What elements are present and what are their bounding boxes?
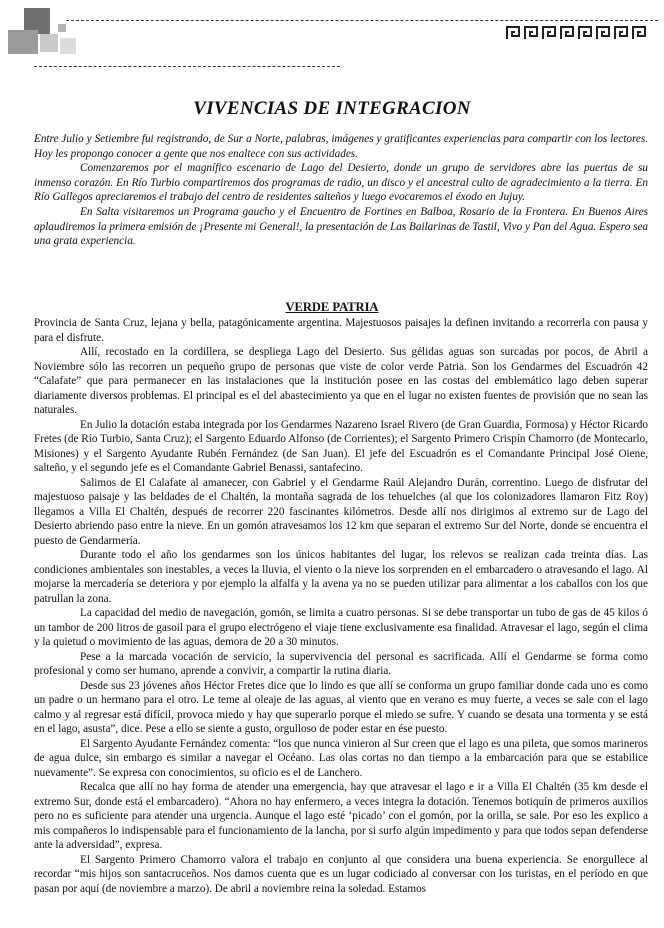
- body-paragraph: El Sargento Primero Chamorro valora el trabajo en conjunto al que considera una buena experiencia. Se enorgullece al recordar “mis hijos son santacruceños. Nos damos cuenta que es un lugar codiciado al conversar con los turistas, en el período en que pasan por aquí (de noviembre a marzo). De abril a noviembre reina la soledad. Estamos: [34, 853, 648, 895]
- header-dashed-rule-short: [34, 66, 340, 67]
- body-paragraph: Durante todo el año los gendarmes son los únicos habitantes del lugar, los relevos se realizan cada treinta días. Las condiciones ambientales son inestables, a veces la lluvia, el viento o la nieve los sorprenden en el embarcadero o atravesando el lago. Al mojarse la mercadería se deteriora y por ejemplo la alfalfa y la avena ya no se pueden utilizar para alimentar a los caballos con los que patrullan la zona.: [34, 549, 648, 605]
- greek-key-border-icon: [506, 26, 650, 40]
- body-paragraph: Provincia de Santa Cruz, lejana y bella, patagónicamente argentina. Majestuosos paisajes la definen invitando a recorrerla con pausa y para el disfrute.: [34, 317, 648, 344]
- logo-square-light: [40, 34, 58, 52]
- body-paragraph: Pese a la marcada vocación de servicio, la supervivencia del personal es sacrificada. Allí el Gendarme se forma como profesional y como ser humano, aprende a convivir, a compartir la rutina diaria.: [34, 650, 648, 677]
- body-paragraph: Salimos de El Calafate al amanecer, con Gabriel y el Gendarme Raúl Alejandro Durán, correntino. Luego de disfrutar del majestuoso paisaje y las beldades de el Chaltén, la montaña sagrada de los tehuelches (al que los colonizadores llamaron Fitz Roy) llegamos a Villa El Chaltén, después de recorrer 220 fascinantes kilómetros. Desde allí nos dirigimos al extremo sur de Lago del Desierto abriendo paso entre la nieve. En un gomón atravesamos los 12 km que separan el extremo Sur del Norte, donde se encuentra el puesto de Gendarmería.: [34, 476, 648, 547]
- article-body: [34, 316, 648, 896]
- section-title: VERDE PATRIA: [285, 300, 379, 314]
- intro-paragraph: Comenzaremos por el magnífico escenario de Lago del Desierto, donde un grupo de servidores abre las puertas de su inmenso corazón. En Río Turbio compartiremos dos programas de radio, un disco y el ancestral culto de agradecimiento a la tierra. En Río Gallegos apreciaremos el trabajo del centro de residentes salteños y luego evocaremos el éxodo en Jujuy.: [34, 162, 648, 204]
- body-paragraph: Recalca que allí no hay forma de atender una emergencia, hay que atravesar el lago e ir a Villa El Chaltén (35 km desde el extremo Sur, donde está el embarcadero). “Ahora no hay enfermero, a veces integra la dotación. Tenemos botiquín de primeros auxilios pero no es suficiente para atender una urgencia. Aunque el lago esté ‘picado’ con el gomón, por la orilla, se sale. Por eso les explico a mis compañeros lo indispensable para el funcionamiento de la lancha, por si surfo algún impedimento y para que todos sepan defenderse ante la adversidad”, expresa.: [34, 781, 648, 851]
- body-paragraph: En Julio la dotación estaba integrada por los Gendarmes Nazareno Israel Rivero (de Gran Guardia, Formosa) y Héctor Ricardo Fretes (de Río Turbio, Santa Cruz); el Sargento Eduardo Alfonso (de Corrientes); el Sargento Primero Crispín Chamorro (de Montecarlo, Misiones) y el Sargento Ayudante Rubén Fernández (de San Juan). El jefe del Escuadrón es el Comandante Principal José Oiene, salteño, y el segundo jefe es el Comandante Gabriel Benassi, santafecino.: [34, 418, 648, 474]
- article-title: VIVENCIAS DE INTEGRACION: [193, 98, 471, 119]
- body-paragraph: Allí, recostado en la cordillera, se despliega Lago del Desierto. Sus gélidas aguas son surcadas por pocos, de Abril a Noviembre sólo las recorren un pequeño grupo de personas que viste de color verde Patria. Son los Gendarmes del Escuadrón 42 “Calafate” que para permanecer en las instalaciones que la institución posee en las costas del emblemático lago deben superar diariamente diversos problemas. El principal es el del abastecimiento ya que en el lugar no existen fuentes de provisión que no sean las naturales.: [34, 346, 648, 416]
- intro-paragraph: Entre Julio y Setiembre fui registrando, de Sur a Norte, palabras, imágenes y gratificantes experiencias para compartir con los lectores. Hoy les propongo conocer a gente que nos enaltece con sus actividades.: [34, 133, 648, 160]
- header-dashed-rule: [66, 20, 658, 21]
- article-intro: [34, 132, 648, 249]
- logo-square-lighter: [60, 38, 76, 54]
- logo-square-mid: [8, 30, 38, 54]
- intro-paragraph: En Salta visitaremos un Programa gaucho y el Encuentro de Fortines en Balboa, Rosario de la Frontera. En Buenos Aires aplaudiremos la primera emisión de ¡Presente mi General!, la presentación de Las Bailarinas de Tastil, Vivo y Pan del Agua. Espero sea una grata experiencia.: [34, 205, 649, 248]
- logo-square-small: [58, 24, 66, 32]
- body-paragraph: La capacidad del medio de navegación, gomón, se limita a cuatro personas. Si se debe transportar un tubo de gas de 45 kilos ó un tambor de 200 litros de gasoil para el grupo electrógeno el viaje tiene exclusivamente esa finalidad. Atravesar el lago, según el clima y la quietud o movimiento de las aguas, demora de 20 a 30 minutos.: [34, 607, 648, 648]
- body-paragraph: Desde sus 23 jóvenes años Héctor Fretes dice que lo lindo es que allí se conforma un grupo familiar donde cada uno es como un padre o un hermano para el otro. Le teme al oleaje de las aguas, al viento que en verano es muy fuerte, a veces se sale con el lago calmo y al regresar está difícil, provoca miedo y hay que superarlo porque el miedo se sufre. Y cuando se desata una tormenta y se está en el lago, asusta”, dice. Pese a ello se siente a gusto, orgulloso de poder estar en ése puesto.: [34, 679, 648, 735]
- body-paragraph: El Sargento Ayudante Fernández comenta: “los que nunca vinieron al Sur creen que el lago es una pileta, que somos marineros de agua dulce, sin embargo es similar a navegar el Océano. Las olas cortas no dan tiempo a la embarcación para que se estabilice nuevamente”. Se expresa con conocimientos, su oficio es el de Lanchero.: [34, 737, 648, 779]
